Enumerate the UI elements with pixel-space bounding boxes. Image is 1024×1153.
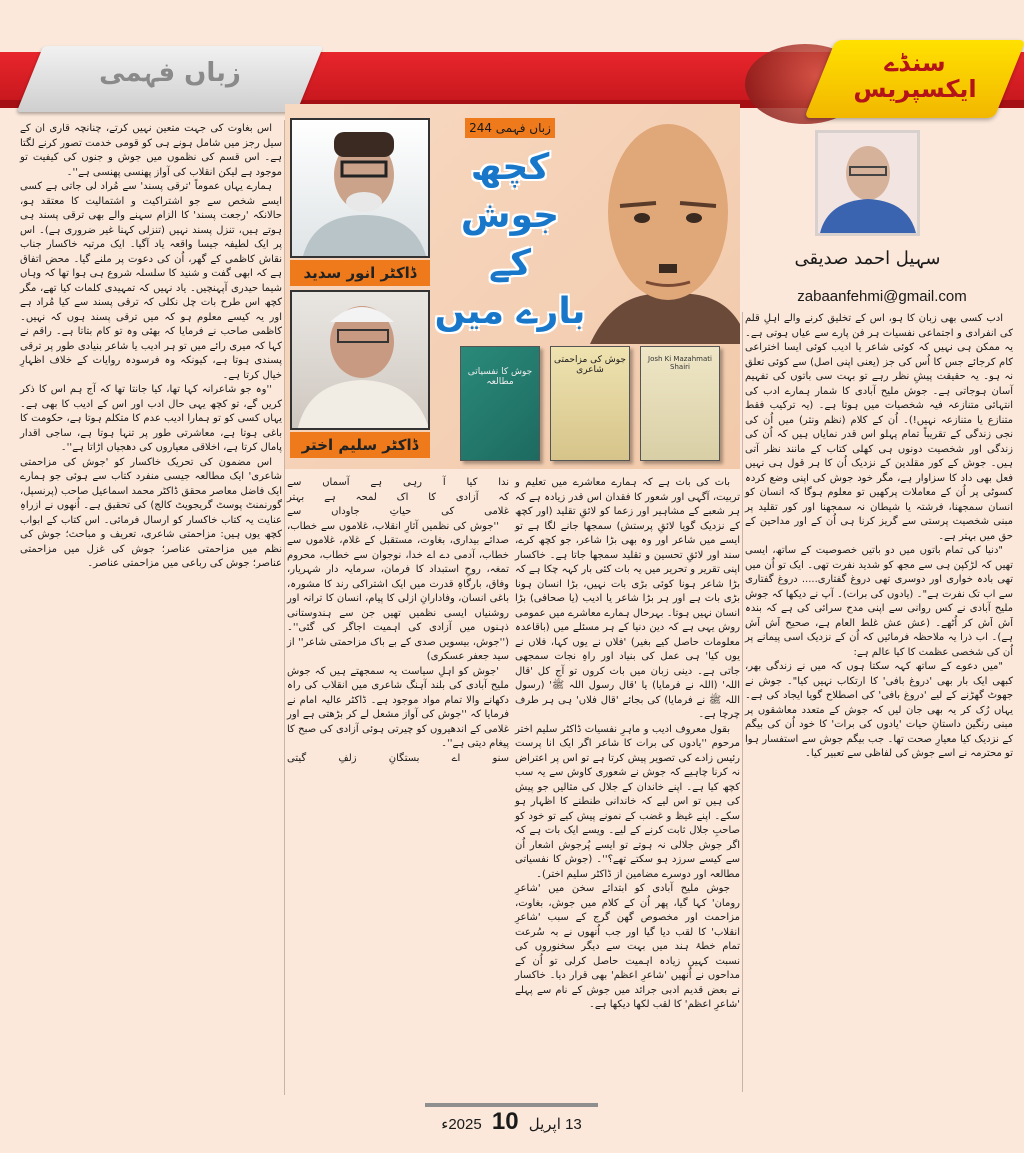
date-year: 2025ء [441, 1116, 482, 1133]
paragraph: اس بغاوت کی جہت متعین نہیں کرتے، چنانچہ قاری ان کے سیل رجز میں شامل ہونے ہی کو قومی خدمت تصور کرنے لگتا ہے۔ اس قسم کی نظموں میں جوش و جنوں کی کیفیت تو موجود ہے لیکن انقلاب کی آواز پھنسی پھنسی ہے''۔ [20, 123, 282, 178]
author-name: سہیل احمد صدیقی [794, 248, 941, 269]
headline-line: بارے میں [434, 291, 586, 332]
verse-line: کہ آزادی کا اک لمحہ ہے بہتر [287, 491, 509, 503]
headline-line: کچھ [470, 147, 550, 188]
paragraph: اس مضمون کی تحریک خاکسار کو 'جوش کی مزاحمتی شاعری' ایک مطالعہ جیسی منفرد کتاب سے ہوئی جو ہمارے ایک فاضل معاصر محقق ڈاکٹر محمد اسماعیل صاحب (پرنسپل، گورنمنٹ پوسٹ گریجویٹ کالج) کی تحقیق ہے۔ اُنھوں نے ازراہِ عنایت یہ کتاب خاکسار کو ارسال فرمائی۔ اس کتاب کے ابواب کچھ یوں ہیں: مزاحمتی شاعری، تعریف و مباحث؛ جوش کی نظم میں مزاحمتی عناصر؛ جوش کی غزل میں مزاحمتی عناصر؛ جوش کی رباعی میں مزاحمتی عناصر۔ [20, 456, 282, 569]
portrait-icon [818, 133, 918, 233]
paragraph: ''وہ جو شاعرانہ کہا تھا، کیا جانتا تھا کہ آج ہم اس کا ذکر کریں گے، تو کچھ یہی حال ادب اور اس کے ادیب کا بھی ہے۔ یہاں کسی کو تو ہمارا ادیب عدم کا متکلم ہوتا ہے، حکومت کا باغی ہوتا ہے، معاشرتی طور پر تنہا ہوتا ہے، ساجی اقدار پامال کرتا ہے، اخلاقی معیاروں کی دھجیاں اڑاتا ہے''۔ [20, 384, 282, 453]
caption-anwar-sadeed: ڈاکٹر انور سدید [290, 260, 430, 286]
author-email[interactable]: zabaanfehmi@gmail.com [797, 288, 967, 305]
date-day: 13 [565, 1116, 582, 1133]
date-month: اپریل [528, 1116, 561, 1133]
page-number: 10 [491, 1108, 519, 1135]
portrait-icon [292, 120, 430, 258]
headline-line: جوش [460, 195, 560, 236]
headline [430, 144, 590, 336]
column-right [745, 312, 1013, 762]
paragraph: بقول معروف ادیب و ماہرِ نفسیات ڈاکٹر سلیم اختر مرحوم ''یادوں کی برات کا شاعر اگر ایک انا پرست رئیس زادے کی تصویر پیش کرتا ہے تو اس پر اعتراض نہ کرنا چاہیے کہ جوش نے شعوری کاوش سے یہ سب کچھ کیا ہے۔ اپنے خاندان کے جلال کی مثالیں جو پیش کی ہیں تو اس لیے کہ خاندانی طنطنے کا اظہار ہو سکے۔ اپنے غیظ و غضب کے نمونے پیش کیے تو خود کو صاحبِ جلال ثابت کرنے کے لیے۔ ویسے ایک بات ہے کہ اگر جوش جلالی نہ ہوتے تو ایسے پُرجوش اشعار اُن سے کیسے سرزد ہو سکتے تھے؟''۔ (جوش کا نفسیاتی مطالعہ اور دوسرے مضامین از ڈاکٹر سلیم اختر)۔ [515, 723, 740, 880]
column-center-right [515, 476, 740, 1013]
portrait-icon [292, 292, 430, 430]
newspaper-logo: سنڈے ایکسپریس [853, 49, 977, 103]
author-photo [815, 130, 920, 236]
paragraph: ''جوش کی نظمیں آثارِ انقلاب، غلاموں سے خطاب، صدائے بیداری، بغاوت، مستقبل کے غلام، غلاموں سے خطاب، آدمی دے اے خدا، نوجوان سے خطاب، محروم تمغہ، روحِ استبداد کا فرمان، سرمایہ دار شہریار، وفاق، بارگاہِ قدرت میں ایک اشتراکی رند کا مشورہ، باغی انسان، وفادارانِ ازلی کا پیام، انسان کا ترانہ اور روشنیاں ایسی نظمیں تھیں جن سے ہندوستانی ذہنوں میں آزادی کی اہمیت اجاگر کی گئی''۔ (''جوش، بیسویں صدی کے بے باک مزاحمتی شاعر'' از سید جعفر عسکری) [287, 520, 509, 662]
paragraph: "میں دعوے کے ساتھ کہہ سکتا ہوں کہ میں نے زندگی بھر، کبھی ایک بار بھی 'دروغ بافی' کا ارتکاب نہیں کیا"۔ جوش نے جھوٹ گھڑنے کے لیے 'دروغ بافی' کی اصطلاح گویا ایجاد کی ہے۔ یہاں رُک کر یہ بھی جان لیں کہ جوش کے متعدد معاشقوں پر مبنی رنگین داستانِ حیات 'یادوں کی برات' کا خود اُن کی بیگم کے نزدیک کیا معیارِ صحت تھا۔ جب بیگم جوش سے استفسار ہوا تو محترمہ نے اسے جوش کی لفاظی سے تعبیر کیا۔ [745, 661, 1013, 759]
paragraph: "دنیا کی تمام باتوں میں دو باتیں خصوصیت کے ساتھ، ایسی تھیں کہ لڑکپن ہی سے مجھ کو شدید نفرت تھی۔ ایک تو اُن میں تھی بادہ خواری اور دوسری تھی دروغ گفتاری..... دروغ گفتاری سے اب تک نفرت ہے"۔ (یادوں کی برات)۔ آپ نے دیکھا کہ جوش ملیح آبادی نے کس روانی سے اپنی مدح سرائی کی ہے کہ بندہ اَش اَش کر اُٹھے۔ (عش عش غلط العام ہے، صحیح اَش اَش ہے)۔ اب ذرا یہ ملاحظہ فرمائیں کہ اُن کے نزدیک اسی پیمانے پر اُن کی شخصی عظمت کا کیا عالم ہے: [745, 545, 1013, 658]
paragraph: جوش ملیح آبادی کو ابتدائے سخن میں 'شاعرِ رومان' کہا گیا، پھر اُن کے کلام میں جوش، بغاوت، مزاحمت اور مخصوص گھن گرج کے سبب 'شاعرِ انقلاب' کا لقب دیا گیا اور جب اُنھوں نے بہ سُرعت تمام خطۂ ہند میں بہت سے دیگر سخنوروں کی نسبت کہیں زیادہ اہمیت حاصل کرلی تو اُن کے مداحوں نے اُنھیں 'شاعرِ اعظم' بھی قرار دیا۔ خاکسار نے بعض قدیم ادبی جرائد میں جوش کے نام سے پہلے 'شاعرِ اعظم' کا لقب لکھا دیکھا ہے۔ [515, 883, 740, 1010]
headline-line: کے [488, 243, 532, 284]
verse-line: ندا کیا آ رہی ہے آسماں سے [287, 477, 509, 488]
verse-line: سنو اے بستگانِ زلفِ گیتی [287, 752, 509, 764]
series-tag: زباں فہمی 244 [465, 118, 555, 138]
hero-panel [285, 104, 740, 469]
verse-line: غلامی کی حیاتِ جاوداں سے [287, 506, 509, 517]
column-divider [284, 120, 285, 1095]
footer-rule [425, 1103, 598, 1107]
book-cover: جوش کی مزاحمتی شاعری [550, 346, 630, 461]
josh-portrait-illustration [590, 114, 740, 344]
column-center-left [287, 476, 509, 766]
page-date [425, 1108, 598, 1136]
photo-anwar-sadeed [290, 118, 430, 258]
column-divider [742, 312, 743, 1092]
section-title: زباں فہمی [99, 58, 241, 88]
book-cover: Josh Ki Mazahmati Shairi [640, 346, 720, 461]
paragraph: ادب کسی بھی زبان کا ہو، اس کے تخلیق کرنے والے اہلِ قلم کی انفرادی و اجتماعی نفسیات ہر فن پارے سے عیاں ہوتی ہے۔ یہ ممکن ہی نہیں کہ کوئی شاعر یا ادیب کوئی ایسا اختراعی کام کرجائے جس کا اُس کی جز (یعنی اپنی اصل) سے کوئی تعلق نہ ہو۔ یہ حقیقت پیشِ نظر رہے تو بہت سی باتوں کی تفہیم آسان ہوجاتی ہے۔ جوش ملیح آبادی کا شمار ہمارے ادب کی انتہائی متنازعہ فیہ شخصیات میں ہوتا ہے۔ (یہ ترکیب فقط متنازع یا متنازعہ نہیں!)۔ اُن کے کلام (نظم ونثر) میں اُن کی نجی زندگی کے تقریباً تمام پہلو اس قدر نمایاں ہیں کہ اُن کی زندگی اور شخصیت دونوں ہی کھلی کتاب کے مانند نظر آتی ہیں۔ جوش کے کور مقلدین کے نزدیک اُن کا ہر قول ہی نہیں فعل بھی داد کا سزاوار ہے، مگر خود جوش کی اپنی وضع کردہ کسوٹی پر اُن کے معاملات پرکھیں تو معلوم ہوگا کہ انسان کو انسان سمجھنا، فرشتہ یا شیطان نہ سمجھنا اور کور تقلید پر مبنی شخصیت پرستی سے گریز کرنا ہی اُن کے اور مداحین کے حق میں بہتر ہے۔ [745, 313, 1013, 542]
book-cover: جوش کا نفسیاتی مطالعہ [460, 346, 540, 461]
photo-saleem-akhtar [290, 290, 430, 430]
column-left [20, 122, 282, 572]
caption-saleem-akhtar: ڈاکٹر سلیم اختر [290, 432, 430, 458]
paragraph: ہمارے یہاں عموماً 'ترقی پسند' سے مُراد لی جاتی ہے کسی ایسے شخص سے جو اشتراکیت و اشتمالیت کا معتقد ہو، حالانکہ 'رجعت پسند' کا الزام سہنے والے بھی ترقی پسند ہی ہوتے ہیں، تنزل پسند نہیں (تنزلی کہنا غیر ضروری ہے)۔ اس پر ایک لطیفہ جیسا واقعہ یاد آگیا۔ ایک مرتبہ خاکسار جناب نقاش کاظمی کے گھر، اُن کی دعوت پر ملنے گیا۔ محض اتفاق ہے کہ ابھی گفت و شنید کا سلسلہ شروع ہی ہوا تھا کہ وہاں شیما حیدری آپہنچیں۔ یاد نہیں کہ تمہیدی کلمات کیا تھے، مگر کچھ اس طرح بات چل نکلی کہ ترقی پسند سے کیا مُراد ہے اور یہ کیسے معلوم ہو کہ میں ترقی پسند ہوں کہ نہیں۔ کاظمی صاحب نے فرمایا کہ بھئی وہ تو کام بتاتا ہے۔ راقم نے کہا کہ میری رائے میں تو ہر ادیب یا شاعر بنیادی طور پر ترقی پسندی ہوتا ہے، کیونکہ وہ فرسودہ روایات کے خلاف اظہارِ خیال کرتا ہے۔ [20, 181, 282, 381]
paragraph: بات کی بات ہے کہ ہمارے معاشرے میں تعلیم و تربیت، آگہی اور شعور کا فقدان اس قدر زیادہ ہے کہ ہر شعبے کے مشاہیر اور زعما کو لائقِ تقلید (اور کچھ کے نزدیک گویا لائقِ پرستش) سمجھا جانے لگا ہے تو ایسے میں شاعر اور وہ بھی بڑا شاعر، جو کچھ کرے، سند اور لائقِ تحسین و تقلید سمجھا جاتا ہے۔ خاکسار اپنی تقریر و تحریر میں یہ بات کئی بار کہہ چکا ہے کہ بڑا شاعر ہونا کوئی بڑی بات نہیں، بڑا انسان ہونا بڑی بات ہے اور ہر بڑا شاعر یا ادیب (یا صحافی) بڑا انسان نہیں ہوتا۔ بہرحال ہمارے معاشرے میں عمومی روش یہی ہے کہ دین دنیا کے ہر مسئلے میں (باقاعدہ معلومات حاصل کیے بغیر) 'فلاں نے یوں کہا، فلاں نے یوں کیا' ہی عمل کی بنیاد اور راہِ نجات سمجھی جاتی ہے۔ دینی زبان میں بات کروں تو آج کل 'قال اللہ' (اللہ نے فرمایا) یا 'قال رسول اللہ ﷺ' (رسول اللہ ﷺ نے فرمایا) کی بجائے 'قال فلاں' ہی ہر طرف چرچا ہے۔ [515, 477, 740, 720]
paragraph: 'جوش کو اہلِ سیاست یہ سمجھتے ہیں کہ جوش ملیح آبادی کی بلند آہنگ شاعری میں انقلاب کی راہ دکھانے والا تمام مواد موجود ہے۔ ڈاکٹر عالیہ امام نے فرمایا کہ ''جوش کی آواز مشعل لے کر بڑھتی ہے اور غلامی کے اندھیروں کو چیرتی ہوئی آزادی کی صبح کا پیغام دیتی ہے''۔ [287, 665, 509, 749]
